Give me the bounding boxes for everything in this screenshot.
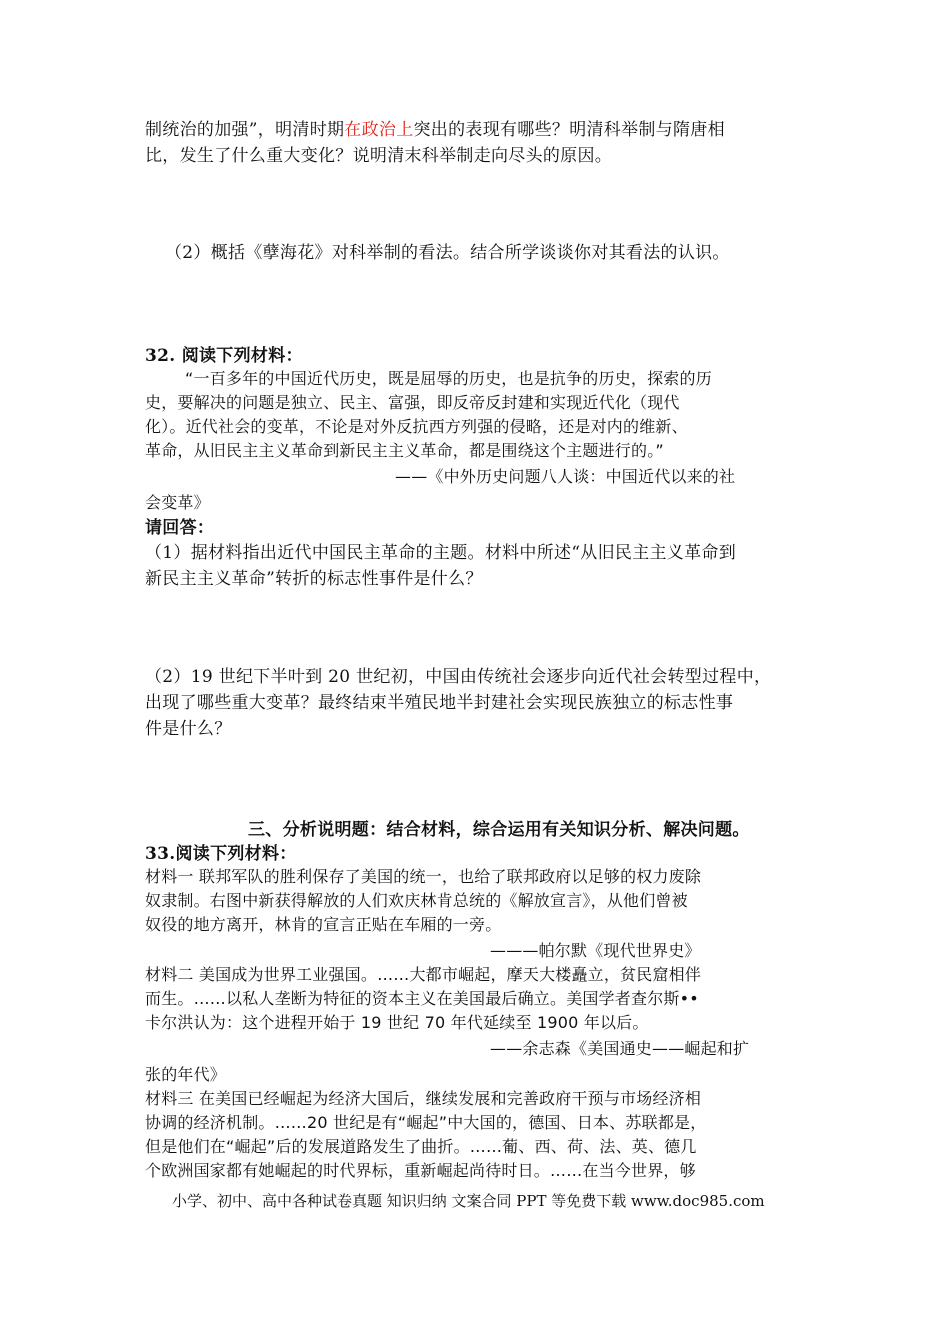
q33-material-2-source: 张的年代》 — [145, 1065, 227, 1084]
section-3-heading: 三、分析说明题：结合材料，综合运用有关知识分析、解决问题。 — [248, 820, 750, 840]
q31-text: 突出的表现有哪些？明清科举制与隋唐相 — [413, 120, 725, 140]
q32-material-line: “一百多年的中国近代历史，既是屈辱的历史，也是抗争的历史，探索的历 — [185, 369, 712, 388]
q32-material-line: 化）。近代社会的变革，不论是对外反抗西方列强的侵略，还是对内的维新、 — [145, 417, 688, 436]
q32-material-line: 史，要解决的问题是独立、民主、富强，即反帝反封建和实现近代化（现代 — [145, 393, 680, 412]
q31-text: 制统治的加强”，明清时期 — [145, 120, 345, 140]
q33-material-1: 材料一 联邦军队的胜利保存了美国的统一，也给了联邦政府以足够的权力废除 — [145, 867, 702, 886]
q32-title: 32. 阅读下列材料： — [145, 346, 303, 366]
q33-material-1: 奴役的地方离开，林肯的宣言正贴在车厢的一旁。 — [145, 915, 502, 934]
q32-source: 会变革》 — [145, 493, 210, 512]
q31-highlight: 在政治上 — [344, 120, 414, 140]
q31-question-line-1 — [145, 117, 815, 143]
q33-material-1: 奴隶制。右图中新获得解放的人们欢庆林肯总统的《解放宣言》，从他们曾被 — [145, 891, 688, 910]
q33-material-2: 而生。……以私人垄断为特征的资本主义在美国最后确立。美国学者查尔斯•• — [145, 989, 699, 1008]
q32-subquestion-2: 出现了哪些重大变革？最终结束半殖民地半封建社会实现民族独立的标志性事 — [145, 693, 734, 713]
q31-subquestion-2: （2）概括《孽海花》对科举制的看法。结合所学谈谈你对其看法的认识。 — [165, 243, 730, 263]
q33-material-3: 协调的经济机制。……20 世纪是有“崛起”中大国的，德国、日本、苏联都是， — [145, 1113, 707, 1132]
q33-material-3: 个欧洲国家都有她崛起的时代界标，重新崛起尚待时日。……在当今世界，够 — [145, 1161, 696, 1180]
q32-ask: 请回答： — [145, 518, 215, 538]
q33-title-text: 33.阅读下列材料： — [145, 844, 297, 864]
q32-subquestion-2: 件是什么？ — [145, 719, 232, 739]
q33-material-2: 卡尔洪认为：这个进程开始于 19 世纪 70 年代延续至 1900 年以后。 — [145, 1013, 649, 1032]
q33-material-2-source: ——余志森《美国通史——崛起和扩 — [490, 1039, 750, 1058]
q32-subquestion-1: 新民主主义革命”转折的标志性事件是什么？ — [145, 569, 483, 589]
q33-material-2: 材料二 美国成为世界工业强国。……大都市崛起，摩天大楼矗立，贫民窟相伴 — [145, 965, 702, 984]
q32-subquestion-2: （2）19 世纪下半叶到 20 世纪初，中国由传统社会逐步向近代社会转型过程中， — [145, 667, 772, 687]
q33-material-1-source: ———帕尔默《现代世界史》 — [490, 941, 701, 960]
q31-question-line-2: 比，发生了什么重大变化？说明清末科举制走向尽头的原因。 — [145, 146, 613, 166]
q33-material-3: 但是他们在“崛起”后的发展道路发生了曲折。……葡、西、荷、法、英、德几 — [145, 1137, 697, 1156]
q32-subquestion-1: （1）据材料指出近代中国民主革命的主题。材料中所述“从旧民主主义革命到 — [145, 543, 737, 563]
q32-source: ——《中外历史问题八人谈：中国近代以来的社 — [395, 467, 736, 486]
q33-material-3: 材料三 在美国已经崛起为经济大国后，继续发展和完善政府干预与市场经济相 — [145, 1089, 702, 1108]
q32-material-line: 革命，从旧民主主义革命到新民主主义革命，都是围绕这个主题进行的。” — [145, 441, 664, 460]
footer-download-note: 小学、初中、高中各种试卷真题 知识归纳 文案合同 PPT 等免费下载 www.doc985.com — [172, 1192, 765, 1210]
